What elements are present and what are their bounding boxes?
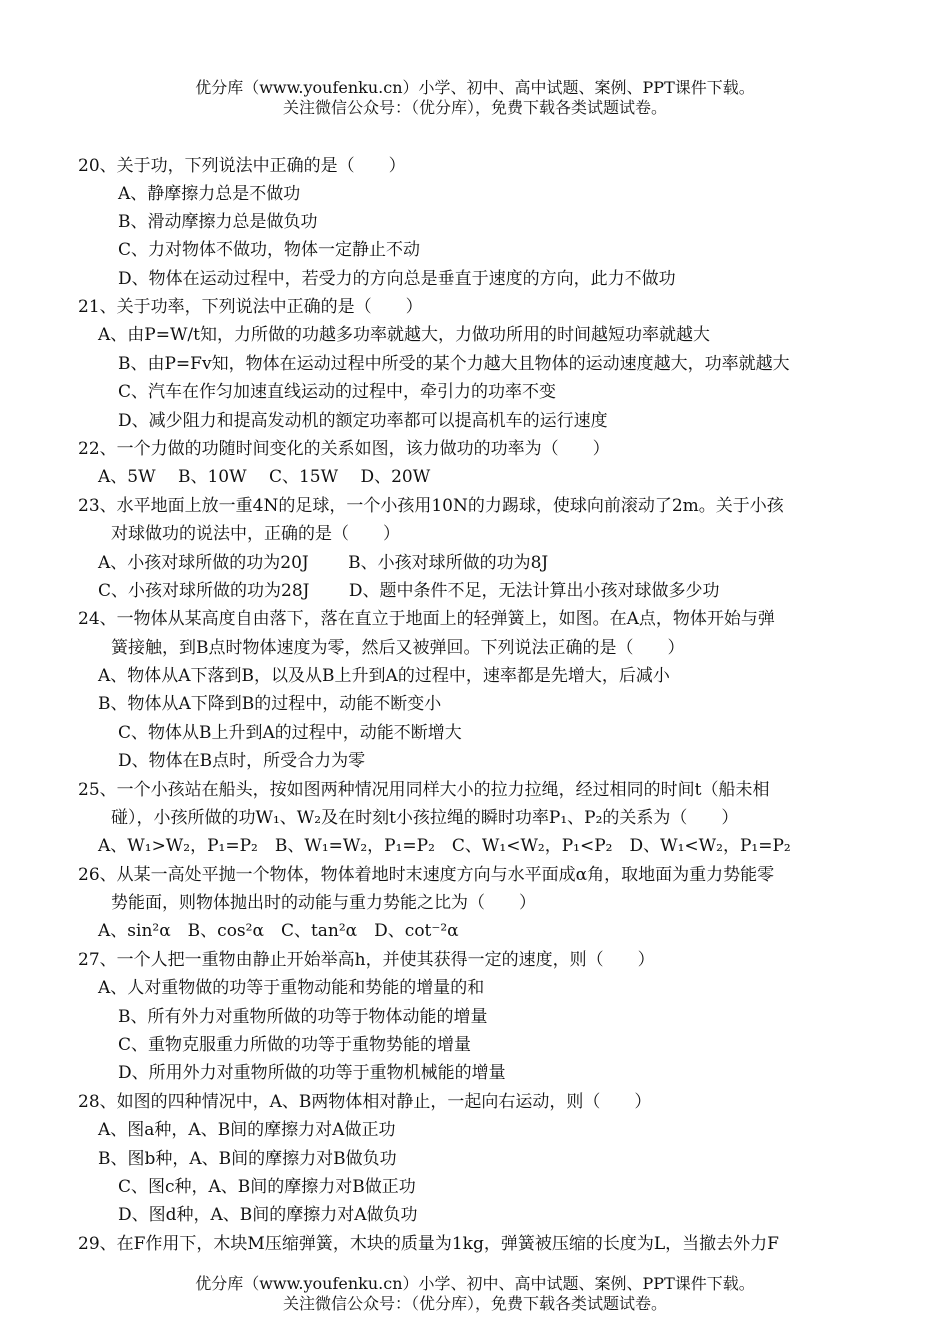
question-24-option-b: B、物体从A下降到B的过程中，动能不断变小 (98, 694, 442, 714)
question-21-option-a: A、由P=W/t知，力所做的功越多功率就越大，力做功所用的时间越短功率就越大 (98, 325, 710, 345)
question-28-option-c: C、图c种，A、B间的摩擦力对B做正功 (118, 1177, 416, 1197)
question-21-option-c: C、汽车在作匀加速直线运动的过程中，牵引力的功率不变 (118, 382, 557, 402)
question-27-option-a: A、人对重物做的功等于重物动能和势能的增量的和 (98, 978, 485, 998)
question-23-options-cd: C、小孩对球所做的功为28J D、题中条件不足，无法计算出小孩对球做多少功 (98, 581, 720, 601)
question-21: 21、关于功率，下列说法中正确的是（ ） (78, 297, 423, 317)
question-29: 29、在F作用下，木块M压缩弹簧，木块的质量为1kg，弹簧被压缩的长度为L，当撤去外力F (78, 1234, 779, 1254)
question-24-option-c: C、物体从B上升到A的过程中，动能不断增大 (118, 723, 462, 743)
page-header (0, 78, 950, 118)
question-23: 23、水平地面上放一重4N的足球，一个小孩用10N的力踢球，使球向前滚动了2m。关于小孩 (78, 496, 784, 516)
page-footer (0, 1274, 950, 1314)
question-24-continued: 簧接触，到B点时物体速度为零，然后又被弹回。下列说法正确的是（ ） (111, 638, 685, 658)
question-28-option-a: A、图a种，A、B间的摩擦力对A做正功 (98, 1120, 396, 1140)
question-20-option-b: B、滑动摩擦力总是做负功 (118, 212, 318, 232)
question-20-option-a: A、静摩擦力总是不做功 (118, 184, 301, 204)
question-26-options: A、sin²α B、cos²α C、tan²α D、cot⁻²α (98, 921, 459, 941)
question-21-option-b: B、由P=Fv知，物体在运动过程中所受的某个力越大且物体的运动速度越大，功率就越大 (118, 354, 790, 374)
question-26-continued: 势能面，则物体抛出时的动能与重力势能之比为（ ） (111, 893, 536, 913)
footer-line-2: 关注微信公众号：（优分库），免费下载各类试题试卷。 (282, 1294, 667, 1313)
question-21-option-d: D、减少阻力和提高发动机的额定功率都可以提高机车的运行速度 (118, 411, 608, 431)
question-24: 24、一物体从某高度自由落下，落在直立于地面上的轻弹簧上，如图。在A点，物体开始与弹 (78, 609, 775, 629)
question-28-option-b: B、图b种，A、B间的摩擦力对B做负功 (98, 1149, 397, 1169)
question-27-option-d: D、所用外力对重物所做的功等于重物机械能的增量 (118, 1063, 506, 1083)
question-25-options: A、W₁>W₂，P₁=P₂ B、W₁=W₂，P₁=P₂ C、W₁<W₂，P₁<P₂ D、W₁<W₂，P₁=P₂ (98, 836, 791, 856)
footer-line-1: 优分库（www.youfenku.cn）小学、初中、高中试题、案例、PPT课件下载。 (195, 1274, 755, 1293)
question-23-options-ab: A、小孩对球所做的功为20J B、小孩对球所做的功为8J (98, 553, 549, 573)
question-28-option-d: D、图d种，A、B间的摩擦力对A做负功 (118, 1205, 418, 1225)
question-27: 27、一个人把一重物由静止开始举高h，并使其获得一定的速度，则（ ） (78, 950, 655, 970)
header-line-1: 优分库（www.youfenku.cn）小学、初中、高中试题、案例、PPT课件下载。 (195, 78, 755, 97)
question-20: 20、关于功，下列说法中正确的是（ ） (78, 156, 406, 176)
question-20-option-c: C、力对物体不做功，物体一定静止不动 (118, 240, 421, 260)
question-24-option-d: D、物体在B点时，所受合力为零 (118, 751, 366, 771)
question-28: 28、如图的四种情况中，A、B两物体相对静止，一起向右运动，则（ ） (78, 1092, 652, 1112)
question-22: 22、一个力做的功随时间变化的关系如图，该力做功的功率为（ ） (78, 439, 610, 459)
question-22-options: A、5W B、10W C、15W D、20W (98, 467, 431, 487)
question-24-option-a: A、物体从A下落到B，以及从B上升到A的过程中，速率都是先增大，后减小 (98, 666, 670, 686)
question-27-option-c: C、重物克服重力所做的功等于重物势能的增量 (118, 1035, 472, 1055)
question-23-continued: 对球做功的说法中，正确的是（ ） (111, 524, 400, 544)
header-line-2: 关注微信公众号：（优分库），免费下载各类试题试卷。 (282, 98, 667, 117)
question-25: 25、一个小孩站在船头，按如图两种情况用同样大小的拉力拉绳，经过相同的时间t（船未相 (78, 780, 770, 800)
question-27-option-b: B、所有外力对重物所做的功等于物体动能的增量 (118, 1007, 488, 1027)
question-20-option-d: D、物体在运动过程中，若受力的方向总是垂直于速度的方向，此力不做功 (118, 269, 676, 289)
question-26: 26、从某一高处平抛一个物体，物体着地时末速度方向与水平面成α角，取地面为重力势能零 (78, 865, 775, 885)
question-25-continued: 碰），小孩所做的功W₁、W₂及在时刻t小孩拉绳的瞬时功率P₁、P₂的关系为（ ） (111, 808, 739, 828)
